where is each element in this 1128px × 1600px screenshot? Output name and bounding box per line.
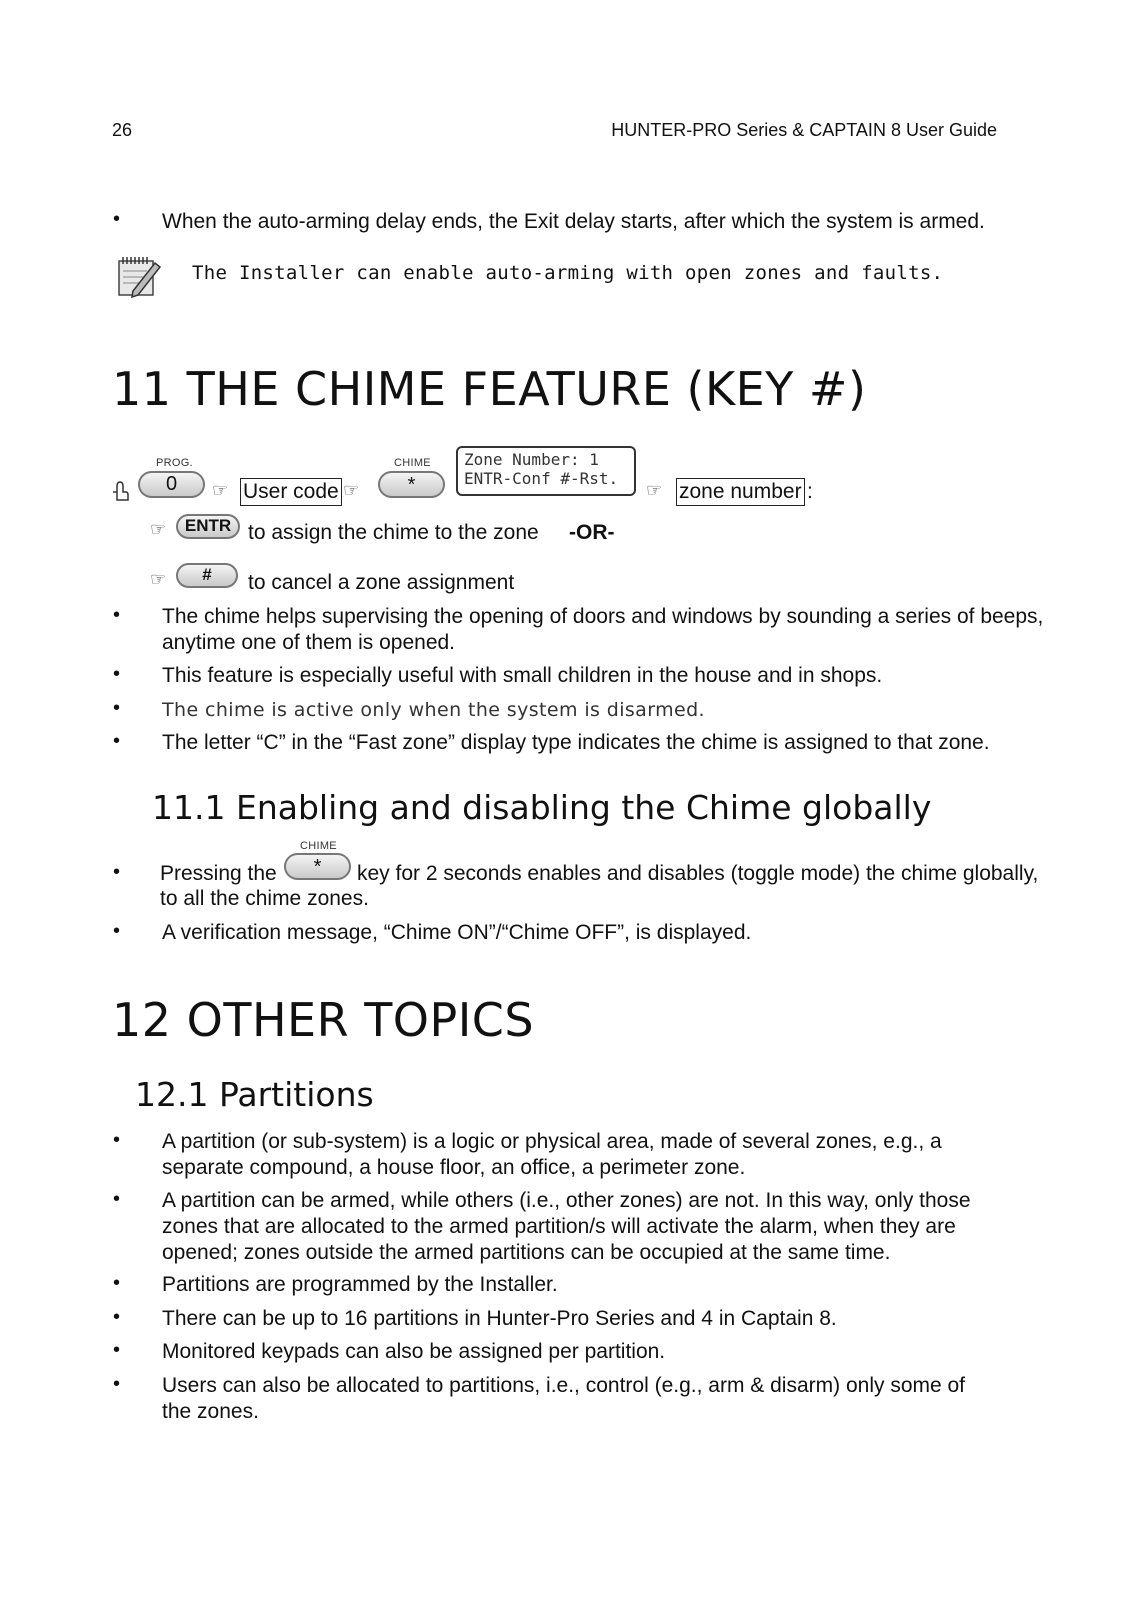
chime-caption: CHIME <box>394 457 431 469</box>
chime-key-star[interactable]: * <box>378 471 445 498</box>
user-code-field: User code <box>240 478 342 506</box>
partition-bullet-6: Users can also be allocated to partitions, i.e., control (e.g., arm & disarm) only some of the zones. <box>162 1374 966 1423</box>
or-separator: -OR- <box>569 521 615 544</box>
zone-number-field: zone number <box>676 478 805 506</box>
chime-bullet-2: This feature is especially useful with small children in the house and in shops. <box>162 664 883 687</box>
verification-bullet: A verification message, “Chime ON”/“Chime OFF”, is displayed. <box>162 921 752 944</box>
section-11-title: 11 THE CHIME FEATURE (KEY #) <box>112 362 867 416</box>
pressing-the-text: Pressing the <box>160 862 277 885</box>
pointing-hand-icon: ☞ <box>150 519 167 539</box>
section-11-1-title: 11.1 Enabling and disabling the Chime globally <box>152 788 932 827</box>
partition-bullet-3: Partitions are programmed by the Installer. <box>162 1273 558 1296</box>
toggle-description-line-2: to all the chime zones. <box>160 887 369 910</box>
section-12-1-title: 12.1 Partitions <box>135 1075 374 1114</box>
intro-bullet: When the auto-arming delay ends, the Exit delay starts, after which the system is armed. <box>162 210 985 233</box>
pointing-hand-icon: ☞ <box>343 480 360 500</box>
pointing-hand-icon: ☞ <box>212 480 229 500</box>
bullet-glyph: • <box>113 208 121 230</box>
pointing-hand-icon <box>111 478 129 502</box>
chime-caption: CHIME <box>300 840 337 852</box>
bullet-glyph: • <box>113 604 121 626</box>
bullet-glyph: • <box>113 1188 121 1210</box>
notepad-pencil-icon <box>115 253 163 299</box>
bullet-glyph: • <box>113 1272 121 1294</box>
auto-arming-note: The Installer can enable auto-arming with open zones and faults. <box>192 262 944 284</box>
chime-bullet-1: The chime helps supervising the opening of doors and windows by sounding a series of beeps, anytime one of them is opened. <box>162 605 1044 654</box>
bullet-glyph: • <box>113 920 121 942</box>
chime-bullet-3: The chime is active only when the system is disarmed. <box>162 699 705 721</box>
chime-bullet-4: The letter “C” in the “Fast zone” display type indicates the chime is assigned to that zone. <box>162 731 990 754</box>
partition-bullet-4: There can be up to 16 partitions in Hunter-Pro Series and 4 in Captain 8. <box>162 1307 837 1330</box>
bullet-glyph: • <box>113 1339 121 1361</box>
partition-bullet-5: Monitored keypads can also be assigned per partition. <box>162 1340 666 1363</box>
pointing-hand-icon: ☞ <box>646 480 663 500</box>
bullet-glyph: • <box>113 1373 121 1395</box>
prog-key-0[interactable]: 0 <box>138 471 205 498</box>
bullet-glyph: • <box>113 1129 121 1151</box>
entr-description: to assign the chime to the zone <box>248 521 539 544</box>
section-12-title: 12 OTHER TOPICS <box>112 993 535 1047</box>
chime-key-star[interactable]: * <box>284 853 351 880</box>
pointing-hand-icon: ☞ <box>150 569 167 589</box>
lcd-display <box>456 446 636 496</box>
bullet-glyph: • <box>113 697 121 719</box>
running-title: HUNTER-PRO Series & CAPTAIN 8 User Guide <box>611 120 997 140</box>
toggle-description: key for 2 seconds enables and disables (toggle mode) the chime globally, <box>357 862 1039 885</box>
lcd-line-2: ENTR-Conf #-Rst. <box>464 469 619 488</box>
bullet-glyph: • <box>113 1306 121 1328</box>
entr-key[interactable]: ENTR <box>176 514 240 539</box>
page-number: 26 <box>112 120 133 140</box>
bullet-glyph: • <box>113 663 121 685</box>
partition-bullet-1: A partition (or sub-system) is a logic or physical area, made of several zones, e.g., a separate compound, a house floor, an office, a perimeter zone. <box>162 1130 942 1179</box>
sequence-colon: : <box>807 480 813 503</box>
partition-bullet-2: A partition can be armed, while others (i.e., other zones) are not. In this way, only those zones that are allocated to the armed partition/s will activate the alarm, when they are opened; zones outside the armed partitions can be occupied at the same time. <box>162 1189 971 1264</box>
lcd-line-1: Zone Number: 1 <box>464 450 599 469</box>
prog-caption: PROG. <box>156 457 193 469</box>
bullet-glyph: • <box>113 730 121 752</box>
hash-key[interactable]: # <box>176 563 238 588</box>
hash-description: to cancel a zone assignment <box>248 571 515 594</box>
bullet-glyph: • <box>113 861 121 883</box>
